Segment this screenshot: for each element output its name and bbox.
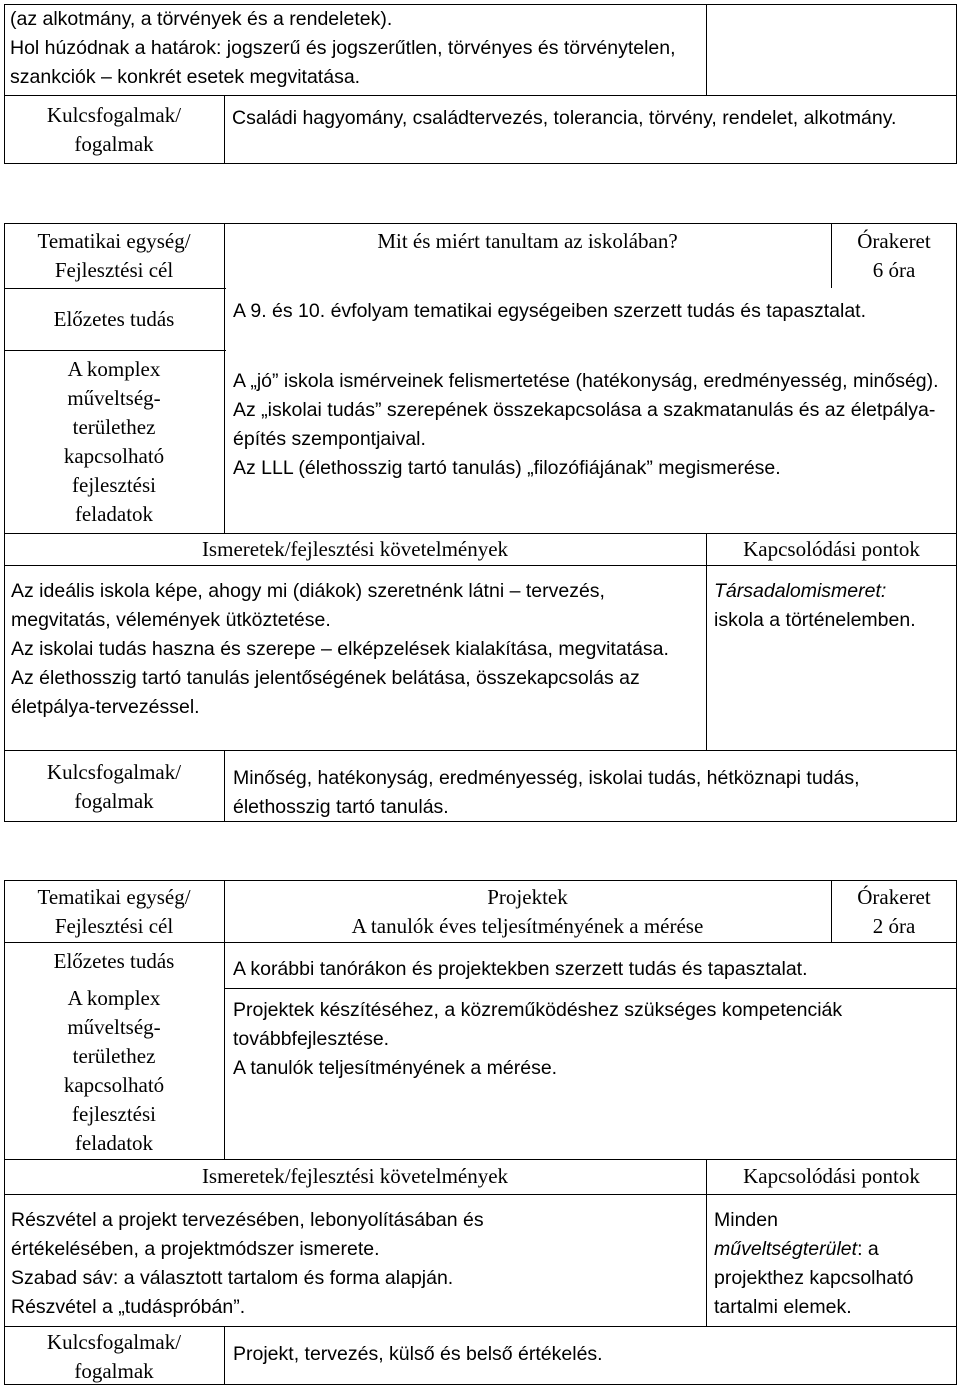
unit1-conn-subject: Társadalomismeret: bbox=[714, 580, 887, 602]
unit1-key-text: Minőség, hatékonyság, eredményesség, iskolai tudás, hétköznapi tudás, élethosszig tartó tanulás. bbox=[233, 767, 860, 818]
unit1-hours: Órakeret 6 óra bbox=[857, 229, 931, 282]
unit2-conn-rest: : a projekthez kapcsolható tartalmi elemek. bbox=[714, 1238, 914, 1318]
unit2-unit-label: Tematikai egység/ Fejlesztési cél bbox=[37, 885, 191, 938]
unit1-key-label: Kulcsfogalmak/ fogalmak bbox=[46, 760, 182, 813]
unit2-title: Projektek A tanulók éves teljesítményének a mérése bbox=[351, 885, 704, 938]
unit2-tasks-text: Projektek készítéséhez, a közreműködéshez szükséges kompetenciák továbbfejlesztése. A tanulók teljesítményének a mérése. bbox=[233, 999, 843, 1079]
unit1-unit-label: Tematikai egység/ Fejlesztési cél bbox=[37, 229, 191, 282]
unit1-prior-label: Előzetes tudás bbox=[53, 307, 175, 331]
top-key-label: Kulcsfogalmak/ fogalmak bbox=[46, 103, 182, 156]
unit2-conn-header: Kapcsolódási pontok bbox=[743, 1164, 920, 1188]
unit1-tasks-text: A „jó” iskola ismérveinek felismertetése (hatékonyság, eredményesség, minőség). Az „iskolai tudás” szerepének összekapcsolása a szakmatanulás és az életpálya-építés szempontjaival. Az LLL (élethosszig tartó tanulás) „filozófiájának” megismerése. bbox=[233, 370, 939, 479]
unit1-prior-text: A 9. és 10. évfolyam tematikai egységeiben szerzett tudás és tapasztalat. bbox=[233, 300, 867, 322]
unit1-conn-text: iskola a történelemben. bbox=[714, 609, 916, 631]
unit1-tasks-label: A komplex műveltség- területhez kapcsolható fejlesztési feladatok bbox=[63, 357, 165, 526]
unit1-conn-cell bbox=[714, 577, 954, 635]
unit1-conn-header: Kapcsolódási pontok bbox=[743, 537, 920, 561]
unit2-tasks-label: A komplex műveltség- területhez kapcsolható fejlesztési feladatok bbox=[63, 986, 165, 1155]
top-key-text: Családi hagyomány, családtervezés, tolerancia, törvény, rendelet, alkotmány. bbox=[232, 107, 897, 129]
top-intro-text: (az alkotmány, a törvények és a rendeletek). Hol húzódnak a határok: jogszerű és jogszerűtlen, törvényes és törvénytelen, szankciók – konkrét esetek megvitatása. bbox=[10, 8, 676, 88]
unit2-conn-cell bbox=[714, 1206, 954, 1322]
unit2-hours: Órakeret 2 óra bbox=[857, 885, 931, 938]
unit2-prior-text: A korábbi tanórákon és projektekben szerzett tudás és tapasztalat. bbox=[233, 958, 808, 980]
unit1-req-text: Az ideális iskola képe, ahogy mi (diákok) szeretnénk látni – tervezés, megvitatás, vélemények ütköztetése. Az iskolai tudás haszna és szerepe – elképzelések kialakítása, megvitatása. Az élethosszig tartó tanulás jelentőségének belátása, összekapcsolás az életpálya-tervezéssel. bbox=[11, 580, 669, 718]
unit2-req-text: Részvétel a projekt tervezésében, lebonyolításában és értékelésében, a projektmódszer ismerete. Szabad sáv: a választott tartalom és forma alapján. Részvétel a „tudáspróbán”. bbox=[11, 1209, 484, 1318]
unit2-prior-label: Előzetes tudás bbox=[53, 949, 175, 973]
unit2-key-label: Kulcsfogalmak/ fogalmak bbox=[46, 1330, 182, 1383]
unit2-req-header: Ismeretek/fejlesztési követelmények bbox=[201, 1164, 509, 1188]
unit1-req-header: Ismeretek/fejlesztési követelmények bbox=[201, 537, 509, 561]
unit2-conn-line1: Minden bbox=[714, 1209, 778, 1231]
unit2-conn-subject: műveltségterület bbox=[714, 1238, 858, 1260]
unit1-title: Mit és miért tanultam az iskolában? bbox=[377, 229, 678, 253]
unit2-key-text: Projekt, tervezés, külső és belső értékelés. bbox=[233, 1343, 603, 1365]
